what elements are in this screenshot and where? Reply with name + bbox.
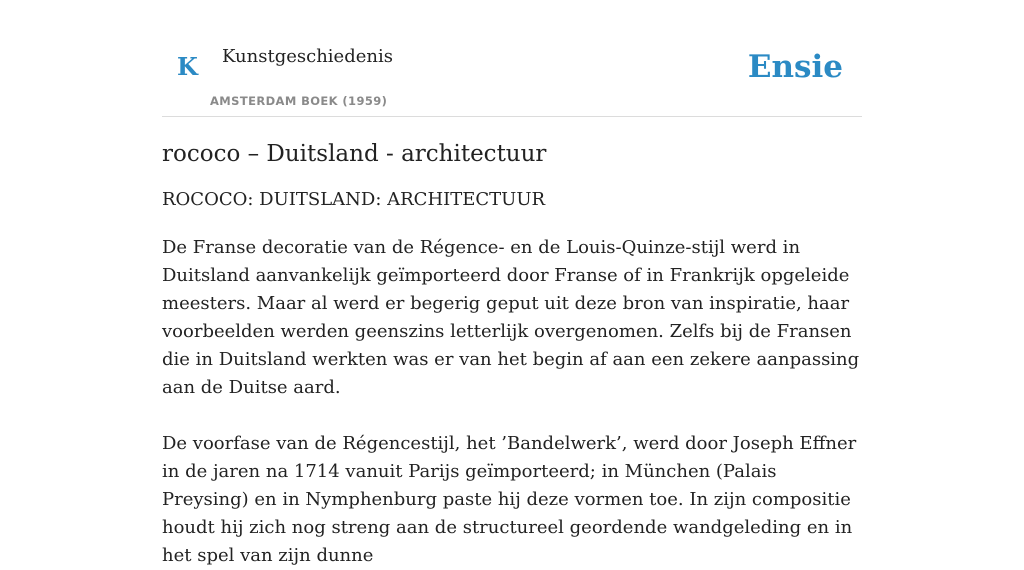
- article-title: rococo – Duitsland - architectuur: [162, 141, 547, 167]
- article-paragraph: De voorfase van de Régencestijl, het ’Bandelwerk’, werd door Joseph Effner in de jaren na 1714 vanuit Parijs geïmporteerd; in München (Palais Preysing) en in Nymphenburg paste hij deze vormen toe. In zijn compositie houdt hij zich nog streng aan de structureel geordende wandgeleding en in het spel van zijn dunne: [162, 433, 857, 566]
- section-heading: ROCOCO: DUITSLAND: ARCHITECTUUR: [162, 189, 546, 210]
- ensie-logo[interactable]: Ensie: [747, 49, 843, 85]
- article: [162, 138, 862, 570]
- site-header: [162, 0, 862, 117]
- book-title-link[interactable]: Kunstgeschiedenis: [222, 46, 393, 67]
- article-paragraph: De Franse decoratie van de Régence- en de Louis-Quinze-stijl werd in Duitsland aanvankelijk geïmporteerd door Franse of in Frankrijk opgeleide meesters. Maar al werd er begerig geput uit deze bron van inspiratie, haar voorbeelden werden geenszins letterlijk overgenomen. Zelfs bij de Fransen die in Duitsland werkten was er van het begin af aan een zekere aanpassing aan de Duitse aard.: [162, 237, 860, 398]
- book-logo-icon[interactable]: K: [177, 52, 198, 81]
- book-source-label: AMSTERDAM BOEK (1959): [210, 94, 388, 108]
